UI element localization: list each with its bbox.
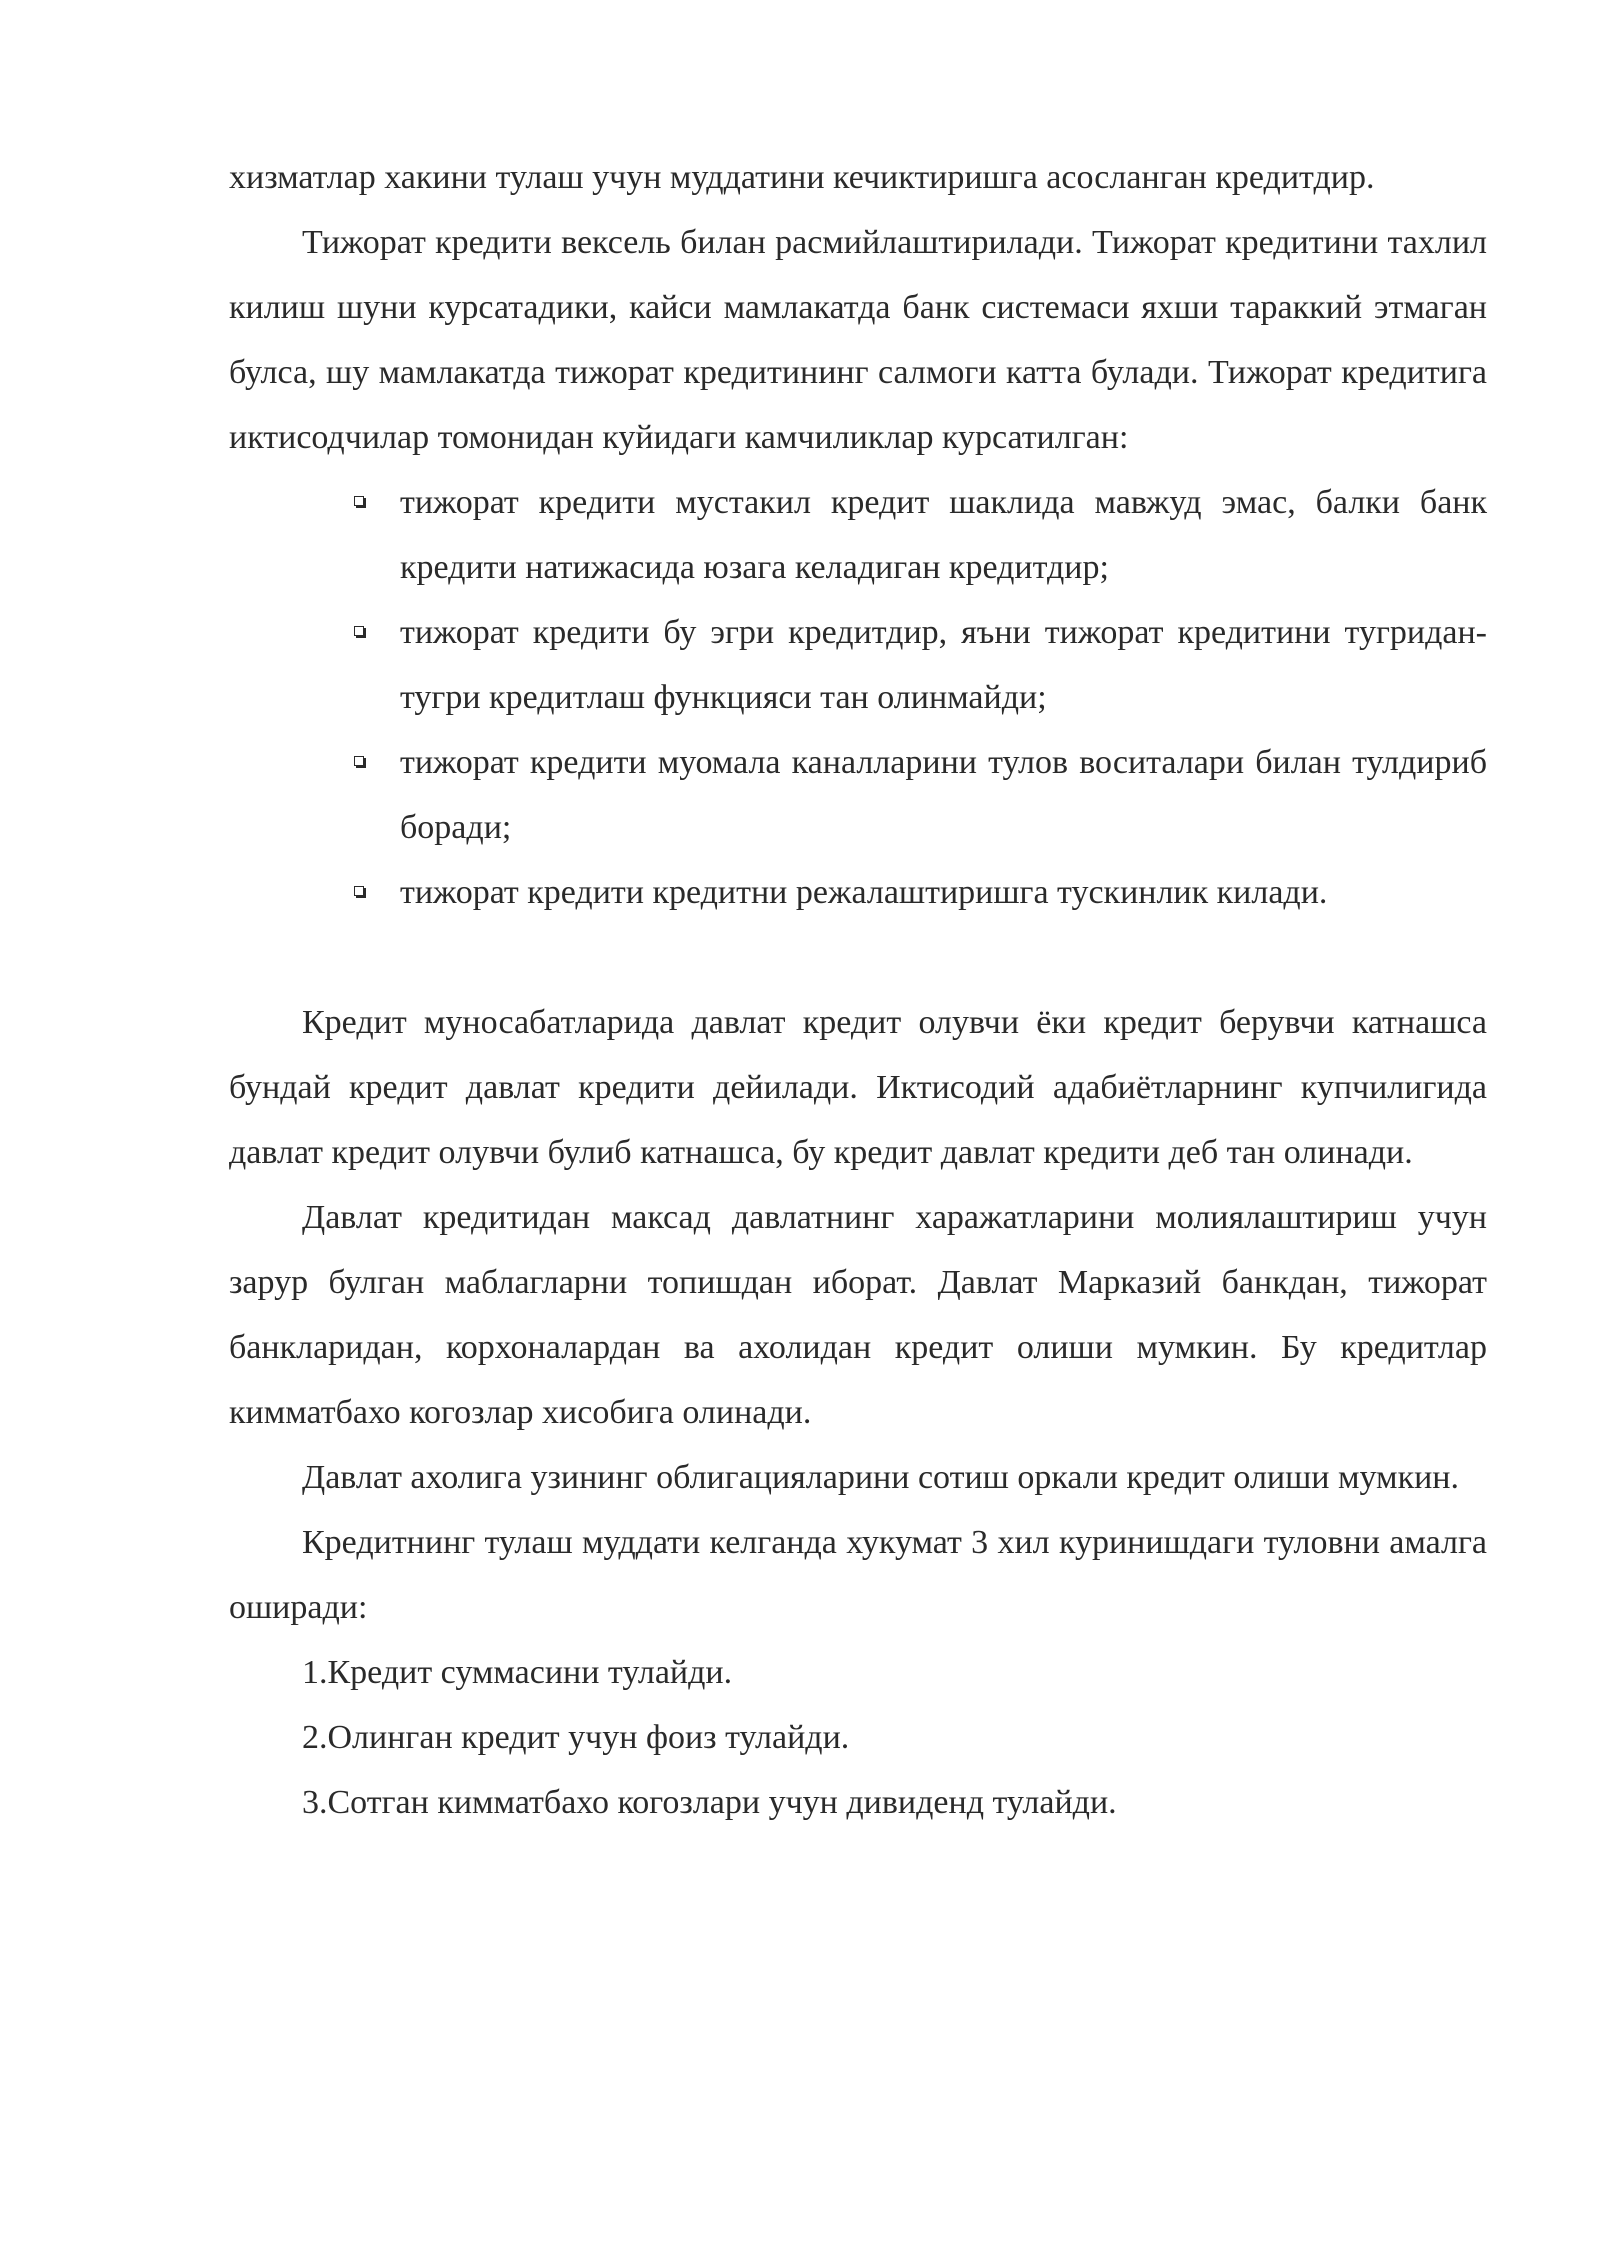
list-item-text: тижорат кредити кредитни режалаштиришга тускинлик килади.	[400, 874, 1328, 911]
shortcomings-list	[229, 470, 1487, 925]
paragraph-bonds: Давлат ахолига узининг облигацияларини сотиш оркали кредит олиши мумкин.	[302, 1459, 1459, 1496]
list-item-text: тижорат кредити муомала каналларини тулов воситалари билан тулдириб боради;	[400, 744, 1487, 846]
list-item	[229, 730, 1487, 860]
numbered-item-1: 1.Кредит суммасини тулайди.	[302, 1654, 733, 1691]
list-item	[229, 600, 1487, 730]
list-item	[229, 860, 1487, 925]
document-body	[229, 145, 1487, 1835]
paragraph-state-credit-purpose: Давлат кредитидан максад давлатнинг харажатларини молиялаштириш учун зарур булган маблагларни топишдан иборат. Давлат Марказий банкдан, тижорат банкларидан, корхоналардан ва ахолидан кредит олиши мумкин. Бу кредитлар кимматбахо когозлар хисобига олинади.	[229, 1199, 1487, 1431]
square-bullet-icon	[354, 626, 364, 636]
list-item-text: тижорат кредити мустакил кредит шаклида мавжуд эмас, балки банк кредити натижасида юзага келадиган кредитдир;	[400, 484, 1487, 586]
numbered-item-3: 3.Сотган кимматбахо когозлари учун дивиденд тулайди.	[302, 1784, 1117, 1821]
paragraph-state-credit: Кредит муносабатларида давлат кредит олувчи ёки кредит берувчи катнашса бундай кредит давлат кредити дейилади. Иктисодий адабиётларнинг купчилигида давлат кредит олувчи булиб катнашса, бу кредит давлат кредити деб тан олинади.	[229, 1004, 1487, 1171]
list-item-text: тижорат кредити бу эгри кредитдир, яъни тижорат кредитини тугридан-тугри кредитлаш функцияси тан олинмайди;	[400, 614, 1487, 716]
numbered-item-2: 2.Олинган кредит учун фоиз тулайди.	[302, 1719, 850, 1756]
paragraph-continuation: хизматлар хакини тулаш учун муддатини кечиктиришга асосланган кредитдир.	[229, 159, 1375, 196]
square-bullet-icon	[354, 756, 364, 766]
paragraph-commercial-credit: Тижорат кредити вексель билан расмийлаштирилади. Тижорат кредитини тахлил килиш шуни курсатадики, кайси мамлакатда банк системаси яхши тараккий этмаган булса, шу мамлакатда тижорат кредитининг салмоги катта булади. Тижорат кредитига иктисодчилар томонидан куйидаги камчиликлар курсатилган:	[229, 224, 1487, 456]
paragraph-repayment: Кредитнинг тулаш муддати келганда хукумат 3 хил куринишдаги туловни амалга оширади:	[229, 1524, 1487, 1626]
square-bullet-icon	[354, 886, 364, 896]
list-item	[229, 470, 1487, 600]
blank-line	[229, 925, 1487, 990]
square-bullet-icon	[354, 496, 364, 506]
